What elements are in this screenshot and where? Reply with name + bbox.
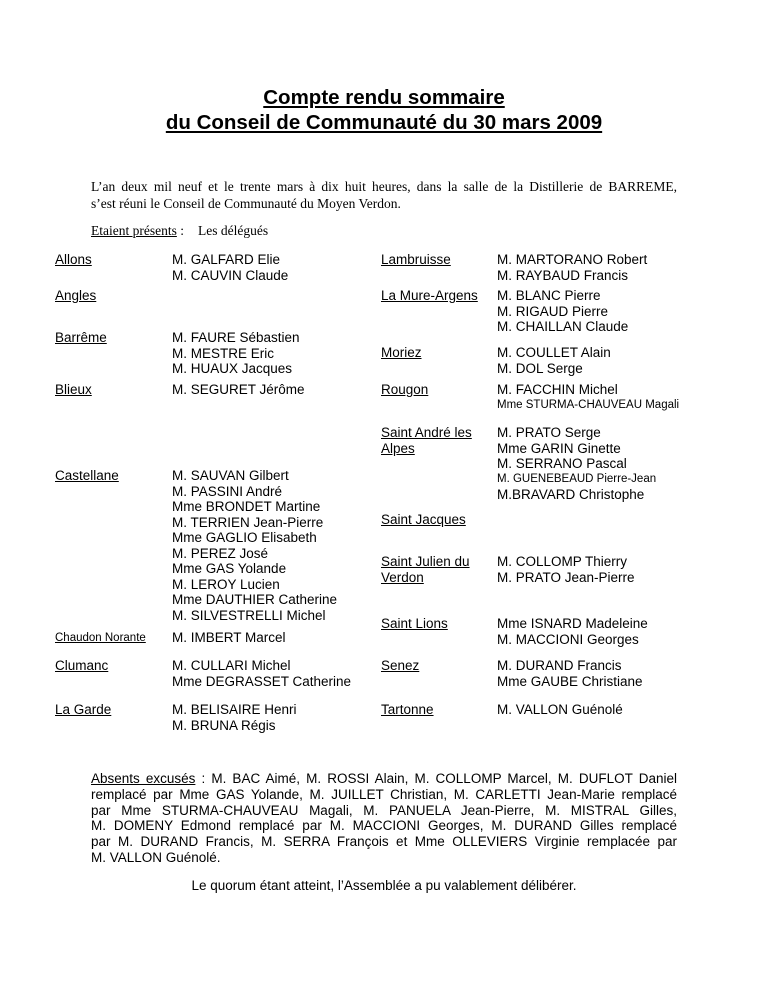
delegate: Mme DEGRASSET Catherine bbox=[172, 673, 352, 689]
delegates-chaudon-norante bbox=[172, 630, 286, 646]
delegate: M. PASSINI André bbox=[172, 483, 283, 499]
delegates-senez bbox=[497, 658, 643, 689]
delegate: M. GUENEBEAUD Pierre-Jean bbox=[497, 472, 657, 485]
commune-chaudon-norante: Chaudon Norante bbox=[55, 632, 146, 644]
delegates-tartonne bbox=[497, 702, 623, 718]
delegate: M. PRATO Jean-Pierre bbox=[497, 569, 635, 585]
absents-line: M. DOMENY Edmond remplacé par M. MACCIONI Georges, M. DURAND Gilles remplacé bbox=[91, 818, 677, 834]
delegate: Mme DAUTHIER Catherine bbox=[172, 592, 338, 607]
commune-saint-andre-les-alpes bbox=[381, 425, 472, 456]
delegate: Mme BRONDET Martine bbox=[172, 499, 321, 514]
document-title-line2: du Conseil de Communauté du 30 mars 2009 bbox=[165, 111, 603, 134]
delegates-la-mure-argens bbox=[497, 288, 628, 335]
delegate: M. MESTRE Eric bbox=[172, 345, 275, 361]
delegates-allons bbox=[172, 252, 288, 283]
commune-name-line: Saint André les bbox=[381, 425, 472, 440]
delegate: M. SILVESTRELLI Michel bbox=[172, 607, 326, 623]
quorum-statement: Le quorum étant atteint, l’Assemblée a pu valablement délibérer. bbox=[191, 878, 577, 893]
delegate: Mme GARIN Ginette bbox=[497, 440, 621, 456]
delegate: M. FAURE Sébastien bbox=[172, 330, 300, 345]
absents-line: remplacé par Mme GAS Yolande, M. JUILLET Christian, M. CARLETTI Jean-Marie remplacé bbox=[91, 786, 677, 802]
commune-senez: Senez bbox=[381, 658, 420, 673]
commune-castellane: Castellane bbox=[55, 468, 119, 483]
intro-line2: s’est réuni le Conseil de Communauté du Moyen Verdon. bbox=[91, 196, 401, 211]
presents-heading bbox=[91, 222, 184, 239]
commune-blieux: Blieux bbox=[55, 382, 92, 397]
commune-la-mure-argens: La Mure-Argens bbox=[381, 288, 478, 303]
presents-colon: : bbox=[176, 223, 184, 238]
delegates-clumanc bbox=[172, 658, 351, 689]
delegate: Mme ISNARD Madeleine bbox=[497, 616, 648, 631]
commune-la-garde: La Garde bbox=[55, 702, 112, 717]
delegates-moriez bbox=[497, 345, 611, 376]
delegate: M. CHAILLAN Claude bbox=[497, 319, 629, 334]
commune-saint-julien-du-verdon bbox=[381, 554, 470, 585]
delegate: Mme GAUBE Christiane bbox=[497, 673, 643, 689]
delegate: Mme GAS Yolande bbox=[172, 561, 287, 576]
delegates-barreme bbox=[172, 330, 300, 377]
absents-paragraph bbox=[91, 771, 677, 866]
absents-line: par M. DURAND Francis, M. SERRA François et Mme OLLEVIERS Virginie remplacée par bbox=[91, 834, 677, 850]
commune-saint-lions: Saint Lions bbox=[381, 616, 448, 631]
delegate: Mme STURMA-CHAUVEAU Magali bbox=[497, 398, 680, 411]
delegate: M. IMBERT Marcel bbox=[172, 630, 286, 645]
delegates-lambruisse bbox=[497, 252, 647, 283]
delegate: M. DOL Serge bbox=[497, 360, 583, 376]
commune-clumanc: Clumanc bbox=[55, 658, 109, 673]
intro-line1: L’an deux mil neuf et le trente mars à dix huit heures, dans la salle de la Distillerie de BARREME, bbox=[91, 179, 677, 194]
commune-moriez: Moriez bbox=[381, 345, 422, 360]
commune-name-line: Saint Julien du bbox=[381, 554, 470, 569]
delegate: M. COLLOMP Thierry bbox=[497, 554, 628, 569]
delegate: M. CULLARI Michel bbox=[172, 658, 291, 673]
delegate: M. SERRANO Pascal bbox=[497, 456, 627, 471]
delegate: M. RAYBAUD Francis bbox=[497, 267, 629, 283]
commune-barreme: Barrême bbox=[55, 330, 107, 345]
delegate: M. BRUNA Régis bbox=[172, 717, 276, 733]
absents-line: M. VALLON Guénolé. bbox=[91, 849, 221, 865]
delegates-saint-julien-du-verdon bbox=[497, 554, 635, 585]
commune-tartonne: Tartonne bbox=[381, 702, 434, 717]
commune-lambruisse: Lambruisse bbox=[381, 252, 451, 267]
delegates-blieux bbox=[172, 382, 305, 398]
delegate: M. SAUVAN Gilbert bbox=[172, 468, 289, 483]
presents-label: Etaient présents bbox=[91, 223, 177, 238]
delegate: M. GALFARD Elie bbox=[172, 252, 281, 267]
absents-line: : M. BAC Aimé, M. ROSSI Alain, M. COLLOMP Marcel, M. DUFLOT Daniel bbox=[195, 771, 677, 786]
delegate: M. RIGAUD Pierre bbox=[497, 303, 609, 319]
presents-subheading: Les délégués bbox=[198, 223, 269, 238]
delegate: M. VALLON Guénolé bbox=[497, 702, 623, 717]
absents-line: par Mme STURMA-CHAUVEAU Magali, M. PANUELA Jean-Pierre, M. MISTRAL Gilles, bbox=[91, 802, 677, 818]
delegate: M. PEREZ José bbox=[172, 545, 269, 561]
delegate: M. MARTORANO Robert bbox=[497, 252, 648, 267]
commune-name-line: Alpes bbox=[381, 440, 415, 456]
delegate: M. LEROY Lucien bbox=[172, 576, 280, 592]
delegate: M.BRAVARD Christophe bbox=[497, 486, 645, 502]
commune-rougon: Rougon bbox=[381, 382, 429, 397]
delegate: M. SEGURET Jérôme bbox=[172, 382, 305, 397]
delegate: M. TERRIEN Jean-Pierre bbox=[172, 514, 324, 530]
delegates-rougon bbox=[497, 382, 679, 413]
absents-label: Absents excusés bbox=[91, 771, 196, 786]
delegates-saint-andre-les-alpes bbox=[497, 425, 656, 502]
delegates-castellane bbox=[172, 468, 337, 623]
delegate: M. PRATO Serge bbox=[497, 425, 601, 440]
delegates-saint-lions bbox=[497, 616, 648, 647]
commune-angles: Angles bbox=[55, 288, 97, 303]
commune-name-line: Verdon bbox=[381, 569, 424, 585]
delegates-la-garde bbox=[172, 702, 297, 733]
delegate: M. MACCIONI Georges bbox=[497, 631, 639, 647]
delegate: M. BLANC Pierre bbox=[497, 288, 601, 303]
document-title-line1: Compte rendu sommaire bbox=[263, 86, 505, 109]
delegate: M. CAUVIN Claude bbox=[172, 267, 289, 283]
delegate: M. BELISAIRE Henri bbox=[172, 702, 297, 717]
commune-allons: Allons bbox=[55, 252, 92, 267]
commune-saint-jacques: Saint Jacques bbox=[381, 512, 466, 527]
delegate: M. COULLET Alain bbox=[497, 345, 611, 360]
delegate: M. HUAUX Jacques bbox=[172, 361, 293, 376]
delegate: M. DURAND Francis bbox=[497, 658, 622, 673]
delegate: M. FACCHIN Michel bbox=[497, 382, 618, 397]
delegate: Mme GAGLIO Elisabeth bbox=[172, 530, 317, 545]
